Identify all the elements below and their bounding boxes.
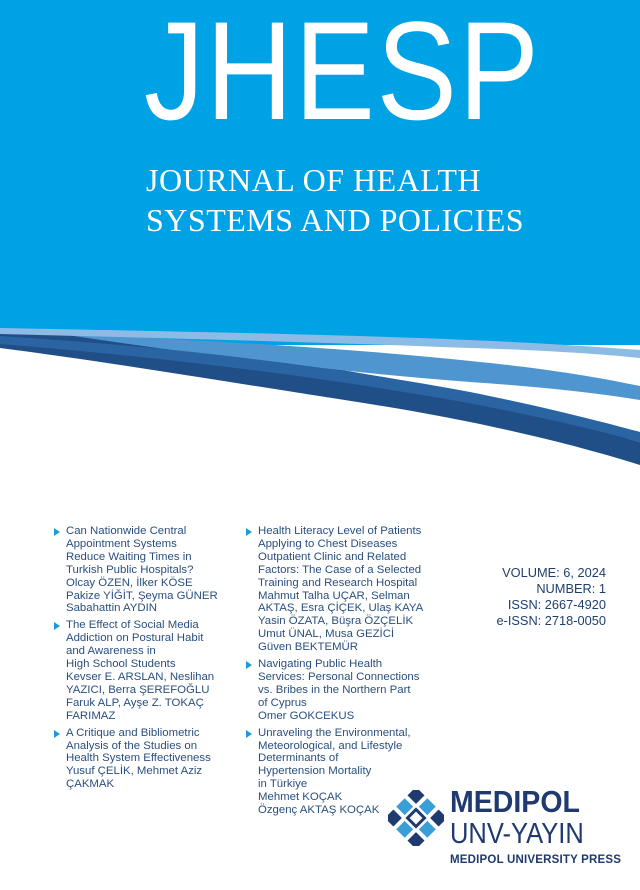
title-line: Training and Research Hospital — [258, 576, 418, 589]
title-line: Services: Personal Connections — [258, 670, 420, 683]
title-line: Can Nationwide Central — [66, 525, 187, 537]
author-line: YAZICI, Berra ŞEREFOĞLU — [66, 683, 210, 696]
author-line: Mahmut Talha UÇAR, Selman — [258, 589, 410, 602]
article-authors — [66, 577, 242, 616]
publisher-subname: UNV-YAYIN — [450, 818, 584, 850]
title-line: Addiction on Postural Habit — [66, 632, 204, 645]
article-item[interactable] — [244, 525, 424, 654]
author-line: ÇAKMAK — [66, 778, 115, 791]
decorative-wave-graphic — [0, 300, 640, 510]
articles-column-middle — [244, 525, 424, 821]
article-item[interactable] — [244, 658, 424, 723]
publisher-logo — [388, 785, 628, 885]
issue-info — [456, 565, 606, 629]
title-line: and Awareness in — [66, 645, 156, 658]
title-line: Outpatient Clinic and Related — [258, 550, 407, 563]
journal-masthead: JHESP — [144, 0, 541, 149]
title-line: Turkish Public Hospitals? — [66, 563, 194, 576]
author-line: Omer GOKCEKUS — [258, 709, 355, 722]
article-item[interactable] — [52, 619, 242, 722]
article-title — [66, 727, 242, 766]
title-line: The Effect of Social Media — [66, 619, 199, 632]
journal-name-line: SYSTEMS AND POLICIES — [146, 202, 525, 238]
article-item[interactable] — [52, 525, 242, 615]
title-line: Health System Effectiveness — [66, 752, 211, 765]
article-title — [66, 619, 242, 671]
author-line: Olcay ÖZEN, İlker KÖSE — [66, 576, 193, 589]
article-authors — [66, 671, 242, 723]
author-line: Faruk ALP, Ayşe Z. TOKAÇ — [66, 696, 204, 709]
issn-label: ISSN: 2667-4920 — [507, 597, 606, 612]
triangle-bullet-icon — [54, 622, 60, 630]
title-line: Navigating Public Health — [258, 658, 383, 671]
author-line: Sabahattin AYDIN — [66, 602, 157, 615]
medipol-knot-icon — [388, 790, 444, 846]
title-line: Reduce Waiting Times in — [66, 550, 192, 563]
articles-column-left — [52, 525, 242, 795]
title-line: High School Students — [66, 658, 176, 671]
article-item[interactable] — [52, 727, 242, 792]
title-line: Analysis of the Studies on — [66, 739, 198, 752]
eissn-label: e-ISSN: 2718-0050 — [496, 613, 606, 628]
publisher-name: MEDIPOL — [450, 784, 580, 819]
title-line: Unraveling the Environmental, — [258, 726, 411, 739]
author-line: AKTAŞ, Esra ÇİÇEK, Ulaş KAYA — [258, 602, 424, 615]
author-line: Pakize YİĞİT, Şeyma GÜNER — [66, 589, 218, 602]
title-line: Hypertension Mortality — [258, 765, 372, 778]
triangle-bullet-icon — [246, 661, 252, 669]
author-line: Güven BEKTEMÜR — [258, 641, 359, 654]
author-line: Yasin ÖZATA, Büşra ÖZÇELİK — [258, 615, 414, 628]
title-line: Meteorological, and Lifestyle — [258, 739, 403, 752]
journal-full-name — [146, 160, 626, 240]
volume-label: VOLUME: 6, 2024 — [502, 565, 606, 580]
article-title — [258, 727, 424, 792]
title-line: Health Literacy Level of Patients — [258, 525, 422, 537]
author-line: Yusuf ÇELİK, Mehmet Aziz — [66, 765, 203, 778]
title-line: Factors: The Case of a Selected — [258, 563, 422, 576]
article-title — [258, 525, 424, 590]
author-line: Umut ÜNAL, Musa GEZİCİ — [258, 628, 395, 641]
triangle-bullet-icon — [54, 528, 60, 536]
article-authors — [66, 765, 242, 791]
title-line: in Türkiye — [258, 778, 308, 791]
title-line: Determinants of — [258, 752, 339, 765]
triangle-bullet-icon — [54, 730, 60, 738]
title-line: vs. Bribes in the Northern Part — [258, 683, 411, 696]
title-line: Applying to Chest Diseases — [258, 537, 398, 550]
cover-header-band — [0, 0, 640, 345]
publisher-press-label: MEDIPOL UNIVERSITY PRESS — [450, 854, 622, 866]
number-label: NUMBER: 1 — [536, 581, 606, 596]
author-line: FARIMAZ — [66, 709, 116, 722]
journal-name-line: JOURNAL OF HEALTH — [146, 162, 482, 198]
triangle-bullet-icon — [246, 730, 252, 738]
author-line: Mehmet KOÇAK — [258, 791, 343, 804]
title-line: A Critique and Bibliometric — [66, 726, 200, 739]
title-line: Appointment Systems — [66, 537, 177, 550]
article-title — [258, 658, 424, 710]
triangle-bullet-icon — [246, 528, 252, 536]
article-authors — [258, 710, 424, 723]
article-authors — [258, 590, 424, 655]
article-title — [66, 525, 242, 577]
author-line: Kevser E. ARSLAN, Neslihan — [66, 670, 215, 683]
title-line: of Cyprus — [258, 696, 307, 709]
author-line: Özgenç AKTAŞ KOÇAK — [258, 804, 380, 817]
